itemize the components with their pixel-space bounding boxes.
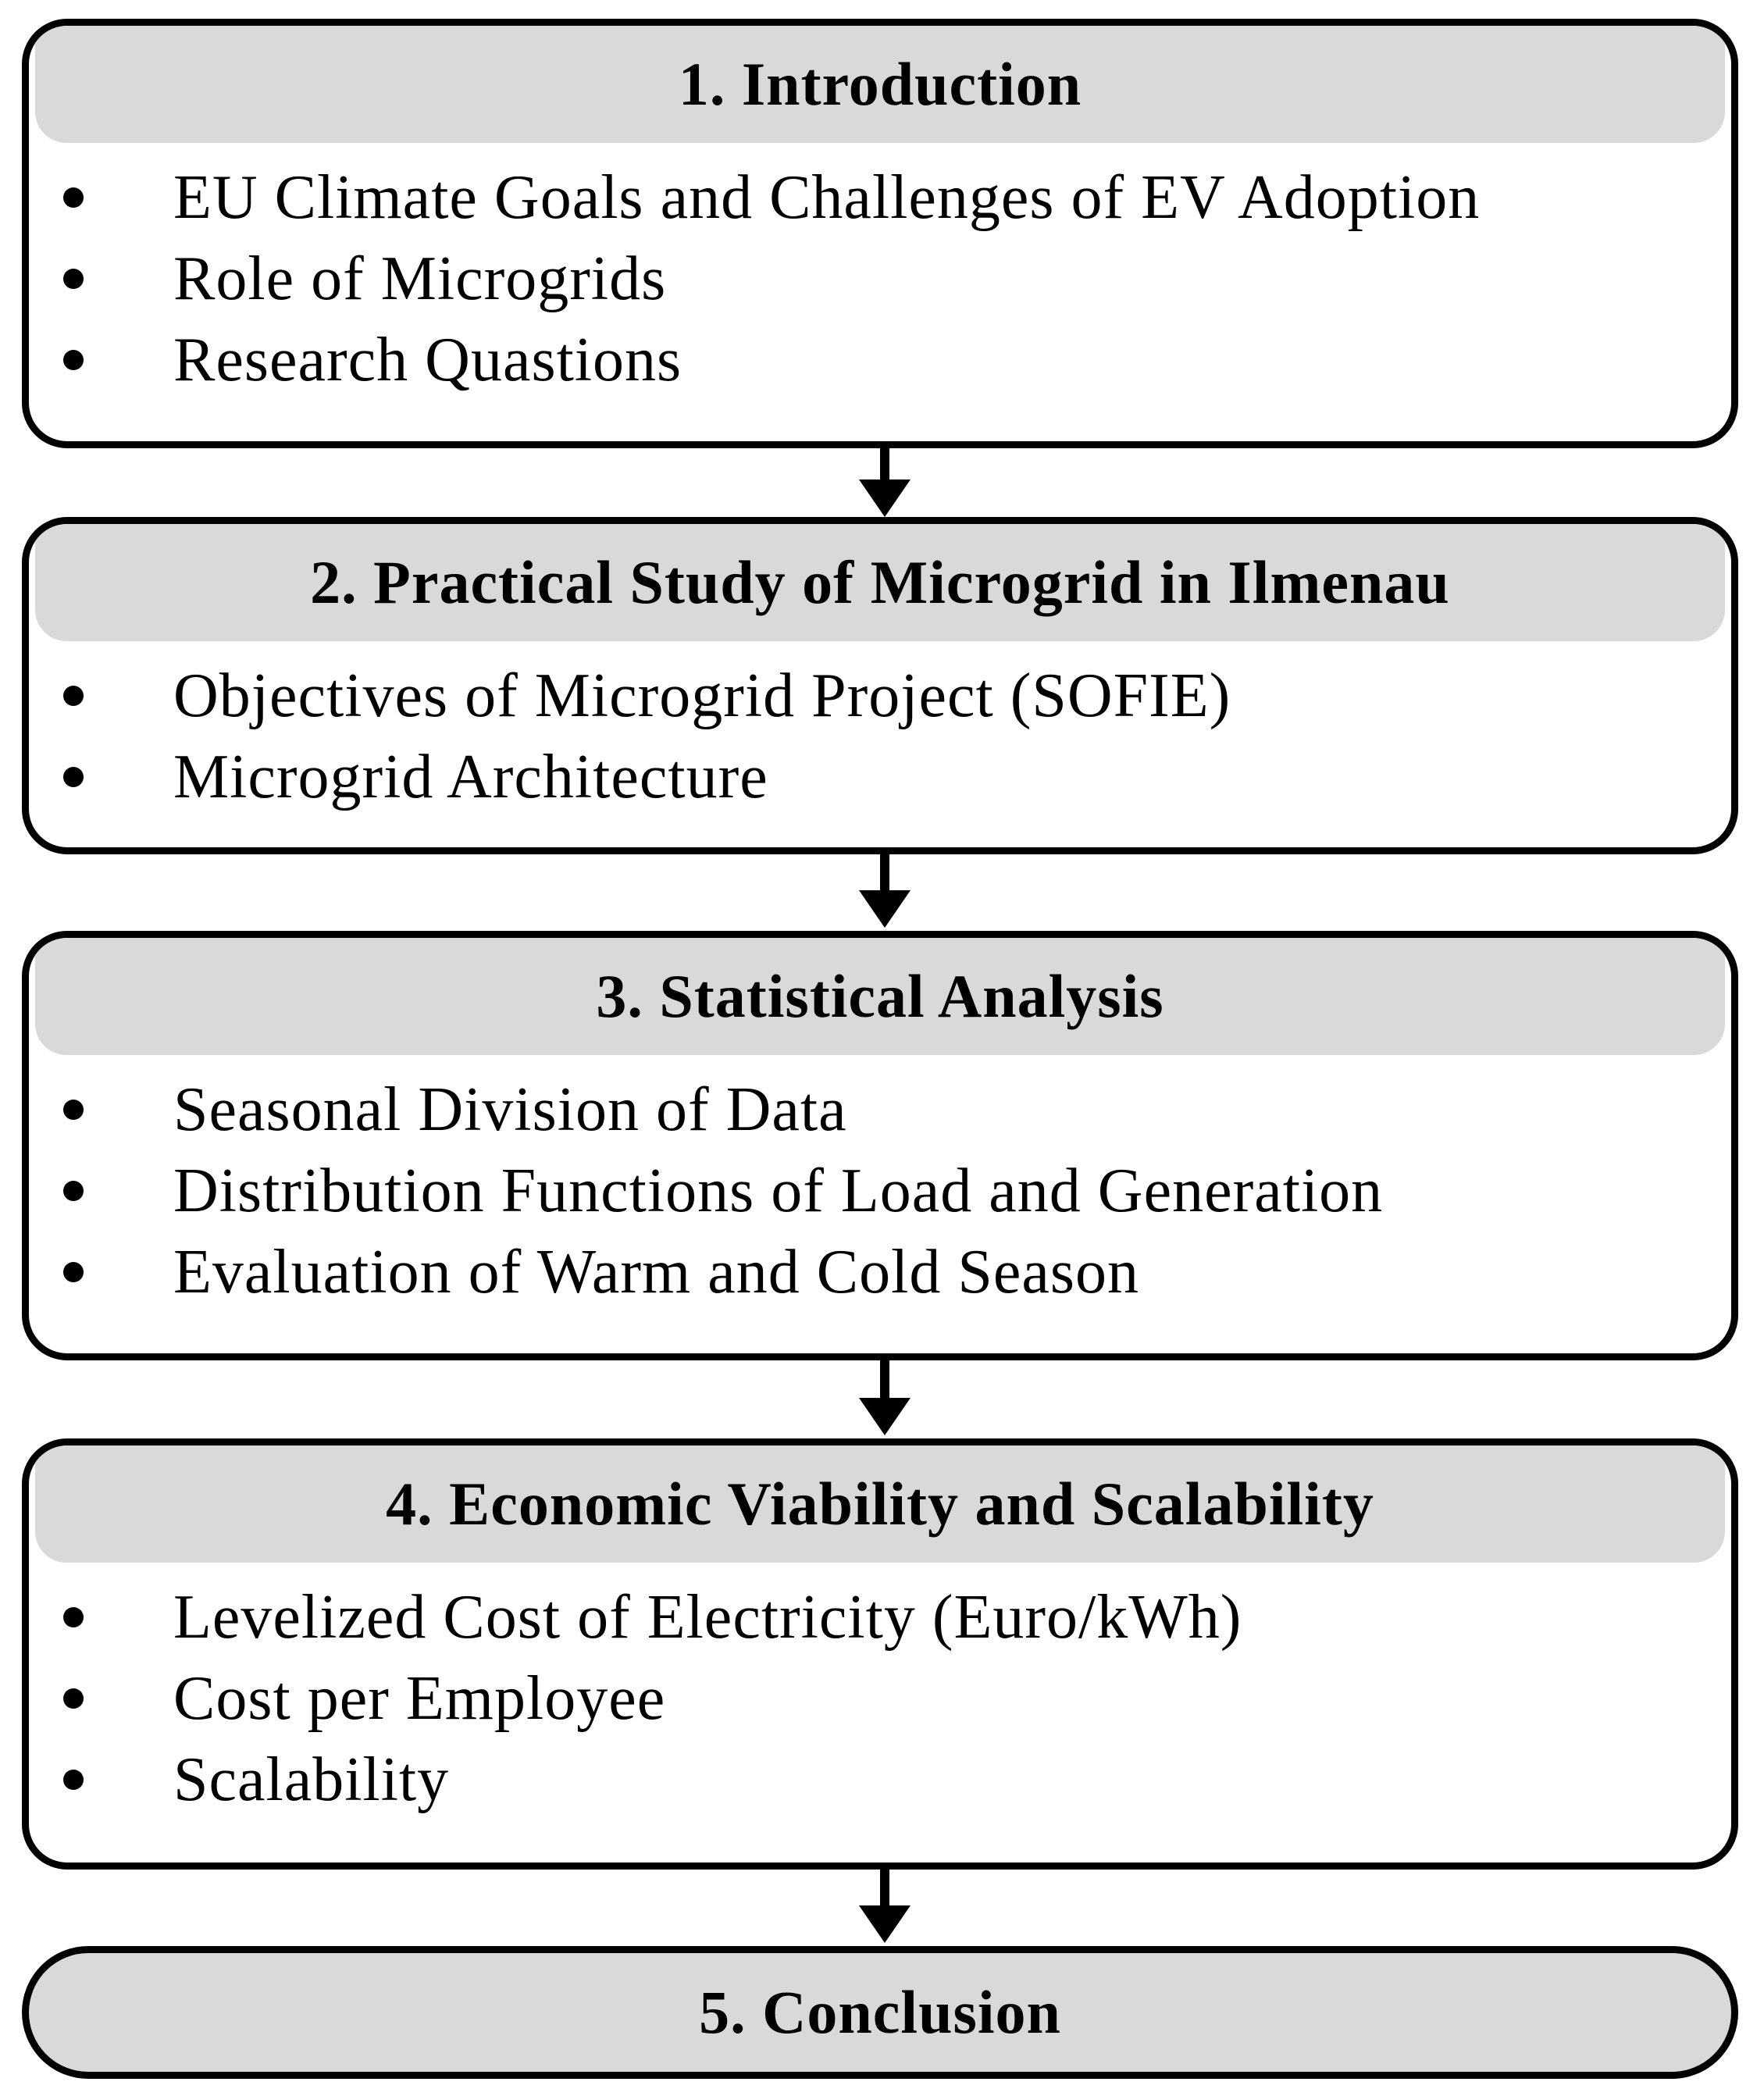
bullet-icon — [63, 1770, 84, 1790]
bullet-icon — [63, 767, 84, 787]
list-item — [29, 1232, 1731, 1313]
list-item-text: Microgrid Architecture — [173, 742, 768, 811]
section-introduction — [22, 19, 1738, 448]
bullet-icon — [63, 1607, 84, 1627]
bullet-icon — [63, 1181, 84, 1201]
arrow-head-icon — [859, 890, 911, 928]
list-item-text: Levelized Cost of Electricity (Euro/kWh) — [173, 1582, 1242, 1652]
arrow-head-icon — [859, 1905, 911, 1943]
arrow-head-icon — [859, 1398, 911, 1435]
list-item-text: Cost per Employee — [173, 1663, 666, 1733]
section-header — [35, 26, 1725, 143]
arrow-shaft — [880, 1359, 889, 1403]
section-title: 4. Economic Viability and Scalability — [386, 1470, 1374, 1538]
list-item-text: Objectives of Microgrid Project (SOFIE) — [173, 661, 1231, 730]
bullet-icon — [63, 1100, 84, 1120]
section-statistical-analysis — [22, 931, 1738, 1360]
list-item-text: Research Quastions — [173, 325, 682, 394]
bullet-icon — [63, 686, 84, 706]
bullet-icon — [63, 269, 84, 289]
flow-arrow-down — [859, 447, 911, 517]
arrow-shaft — [880, 853, 889, 896]
list-item — [29, 1739, 1731, 1820]
bullet-icon — [63, 187, 84, 208]
list-item — [29, 319, 1731, 401]
section-conclusion — [22, 1946, 1738, 2079]
list-item-text: Distribution Functions of Load and Generation — [173, 1156, 1384, 1225]
list-item — [29, 655, 1731, 736]
list-item — [29, 1577, 1731, 1658]
flow-arrow-down — [859, 1868, 911, 1946]
list-item — [29, 736, 1731, 818]
list-item-text: Evaluation of Warm and Cold Season — [173, 1237, 1139, 1306]
list-item — [29, 238, 1731, 319]
section-practical-study — [22, 517, 1738, 854]
bullet-icon — [63, 350, 84, 370]
list-item — [29, 1069, 1731, 1150]
section-header — [35, 938, 1725, 1055]
bullet-list — [29, 641, 1731, 818]
arrow-shaft — [880, 1868, 889, 1910]
section-title: 2. Practical Study of Microgrid in Ilmenau — [310, 548, 1450, 616]
bullet-icon — [63, 1688, 84, 1709]
section-title: 1. Introduction — [678, 50, 1082, 118]
bullet-icon — [63, 1262, 84, 1282]
section-header — [35, 1445, 1725, 1563]
list-item — [29, 1658, 1731, 1739]
section-header — [35, 524, 1725, 641]
flow-arrow-down — [859, 1359, 911, 1438]
bullet-list — [29, 1563, 1731, 1820]
list-item-text: Scalability — [173, 1745, 450, 1814]
list-item-text: Role of Microgrids — [173, 244, 667, 313]
section-title: 5. Conclusion — [699, 1978, 1061, 2046]
bullet-list — [29, 143, 1731, 401]
arrow-head-icon — [859, 479, 911, 517]
list-item-text: EU Climate Goals and Challenges of EV Adoption — [173, 162, 1481, 232]
flow-arrow-down — [859, 853, 911, 931]
list-item-text: Seasonal Division of Data — [173, 1075, 847, 1144]
list-item — [29, 1150, 1731, 1232]
section-economic-viability — [22, 1438, 1738, 1870]
section-title: 3. Statistical Analysis — [596, 962, 1164, 1030]
list-item — [29, 157, 1731, 238]
bullet-list — [29, 1055, 1731, 1313]
